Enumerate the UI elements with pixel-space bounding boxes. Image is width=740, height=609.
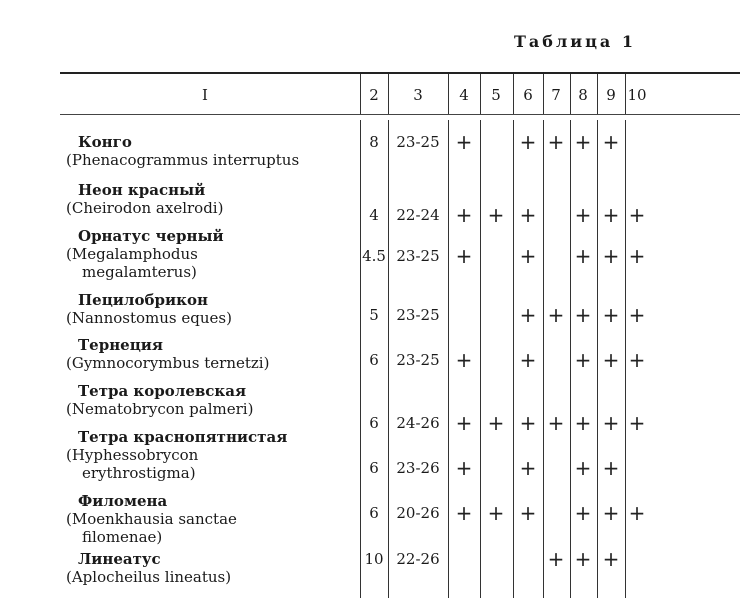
temperature-value: 23-26 (396, 459, 440, 477)
plus-mark-col-10: + (628, 244, 646, 268)
column-rule (448, 74, 449, 114)
column-header-9: 9 (606, 86, 616, 104)
column-header-8: 8 (578, 86, 588, 104)
plus-mark-col-7: + (547, 547, 565, 571)
temperature-value: 23-25 (396, 133, 440, 151)
plus-mark-col-6: + (519, 456, 537, 480)
plus-mark-col-4: + (455, 411, 473, 435)
plus-mark-col-9: + (602, 411, 620, 435)
column-rule (513, 120, 514, 598)
size-value: 6 (369, 351, 379, 369)
species-latin-name-cont: erythrostigma) (82, 464, 196, 482)
plus-mark-col-4: + (455, 348, 473, 372)
table-top-rule (60, 72, 740, 74)
plus-mark-col-8: + (574, 456, 592, 480)
plus-mark-col-6: + (519, 203, 537, 227)
column-header-6: 6 (523, 86, 533, 104)
plus-mark-col-6: + (519, 244, 537, 268)
species-name (66, 550, 231, 586)
plus-mark-col-10: + (628, 411, 646, 435)
column-header-10: 10 (627, 86, 647, 104)
plus-mark-col-9: + (602, 348, 620, 372)
species-russian-name: Линеатус (78, 550, 161, 568)
column-rule (388, 120, 389, 598)
column-rule (480, 120, 481, 598)
plus-mark-col-6: + (519, 130, 537, 154)
species-name (66, 227, 224, 281)
plus-mark-col-9: + (602, 203, 620, 227)
species-russian-name: Орнатус черный (78, 227, 224, 245)
size-value: 4 (369, 206, 379, 224)
plus-mark-col-8: + (574, 501, 592, 525)
column-rule (513, 74, 514, 114)
temperature-value: 24-26 (396, 414, 440, 432)
plus-mark-col-6: + (519, 348, 537, 372)
plus-mark-col-6: + (519, 501, 537, 525)
size-value: 10 (364, 550, 384, 568)
plus-mark-col-9: + (602, 547, 620, 571)
plus-mark-col-9: + (602, 303, 620, 327)
size-value: 6 (369, 414, 379, 432)
temperature-value: 23-25 (396, 351, 440, 369)
column-rule (388, 74, 389, 114)
column-header-2: 2 (369, 86, 379, 104)
plus-mark-col-8: + (574, 303, 592, 327)
species-latin-name: (Megalamphodus (66, 245, 198, 263)
plus-mark-col-10: + (628, 303, 646, 327)
species-russian-name: Филомена (78, 492, 168, 510)
species-russian-name: Тернеция (78, 336, 164, 354)
size-value: 4.5 (362, 247, 386, 265)
species-name (66, 382, 253, 418)
species-russian-name: Пецилобрикон (78, 291, 208, 309)
column-rule (448, 120, 449, 598)
column-rule (570, 120, 571, 598)
plus-mark-col-8: + (574, 348, 592, 372)
temperature-value: 20-26 (396, 504, 440, 522)
plus-mark-col-9: + (602, 244, 620, 268)
plus-mark-col-4: + (455, 244, 473, 268)
column-rule (543, 74, 544, 114)
column-rule (597, 120, 598, 598)
plus-mark-col-7: + (547, 411, 565, 435)
table-caption: Таблица 1 (514, 32, 636, 51)
species-name (66, 291, 232, 327)
species-russian-name: Тетра краснопятнистая (78, 428, 288, 446)
temperature-value: 23-25 (396, 247, 440, 265)
species-latin-name: (Aplocheilus lineatus) (66, 568, 232, 586)
plus-mark-col-6: + (519, 303, 537, 327)
size-value: 6 (369, 459, 379, 477)
species-latin-name: (Nannostomus eques) (66, 309, 232, 327)
column-header-4: 4 (459, 86, 469, 104)
column-rule (480, 74, 481, 114)
plus-mark-col-8: + (574, 203, 592, 227)
plus-mark-col-10: + (628, 348, 646, 372)
species-latin-name-cont: megalamterus) (82, 263, 197, 281)
column-rule (625, 74, 626, 114)
species-russian-name: Неон красный (78, 181, 206, 199)
column-rule (543, 120, 544, 598)
column-header-1: I (202, 86, 208, 104)
size-value: 6 (369, 504, 379, 522)
species-latin-name: (Moenkhausia sanctae (66, 510, 237, 528)
plus-mark-col-8: + (574, 244, 592, 268)
plus-mark-col-9: + (602, 456, 620, 480)
species-latin-name: (Hyphessobrycon (66, 446, 199, 464)
plus-mark-col-6: + (519, 411, 537, 435)
column-header-5: 5 (491, 86, 501, 104)
plus-mark-col-5: + (487, 411, 505, 435)
plus-mark-col-8: + (574, 130, 592, 154)
plus-mark-col-7: + (547, 130, 565, 154)
plus-mark-col-9: + (602, 130, 620, 154)
column-rule (570, 74, 571, 114)
column-rule (360, 74, 361, 114)
plus-mark-col-4: + (455, 130, 473, 154)
size-value: 8 (369, 133, 379, 151)
plus-mark-col-5: + (487, 203, 505, 227)
plus-mark-col-10: + (628, 203, 646, 227)
plus-mark-col-4: + (455, 203, 473, 227)
species-latin-name: (Nematobrycon palmeri) (66, 400, 254, 418)
temperature-value: 22-26 (396, 550, 440, 568)
plus-mark-col-4: + (455, 456, 473, 480)
temperature-value: 22-24 (396, 206, 440, 224)
plus-mark-col-9: + (602, 501, 620, 525)
plus-mark-col-5: + (487, 501, 505, 525)
species-name (66, 492, 237, 546)
plus-mark-col-8: + (574, 411, 592, 435)
species-latin-name: (Cheirodon axelrodi) (66, 199, 224, 217)
column-rule (625, 120, 626, 598)
species-latin-name: (Gymnocorymbus ternetzi) (66, 354, 270, 372)
plus-mark-col-7: + (547, 303, 565, 327)
species-name (66, 428, 287, 482)
species-latin-name-cont: filomenae) (82, 528, 163, 546)
plus-mark-col-4: + (455, 501, 473, 525)
table-header-rule (60, 114, 740, 115)
plus-mark-col-10: + (628, 501, 646, 525)
species-russian-name: Конго (78, 133, 132, 151)
column-rule (597, 74, 598, 114)
species-russian-name: Тетра королевская (78, 382, 247, 400)
species-name (66, 336, 269, 372)
species-latin-name: (Phenacogrammus interruptus (66, 151, 300, 169)
size-value: 5 (369, 306, 379, 324)
column-header-7: 7 (551, 86, 561, 104)
column-header-3: 3 (413, 86, 423, 104)
species-name (66, 181, 223, 217)
temperature-value: 23-25 (396, 306, 440, 324)
plus-mark-col-8: + (574, 547, 592, 571)
species-name (66, 133, 299, 169)
